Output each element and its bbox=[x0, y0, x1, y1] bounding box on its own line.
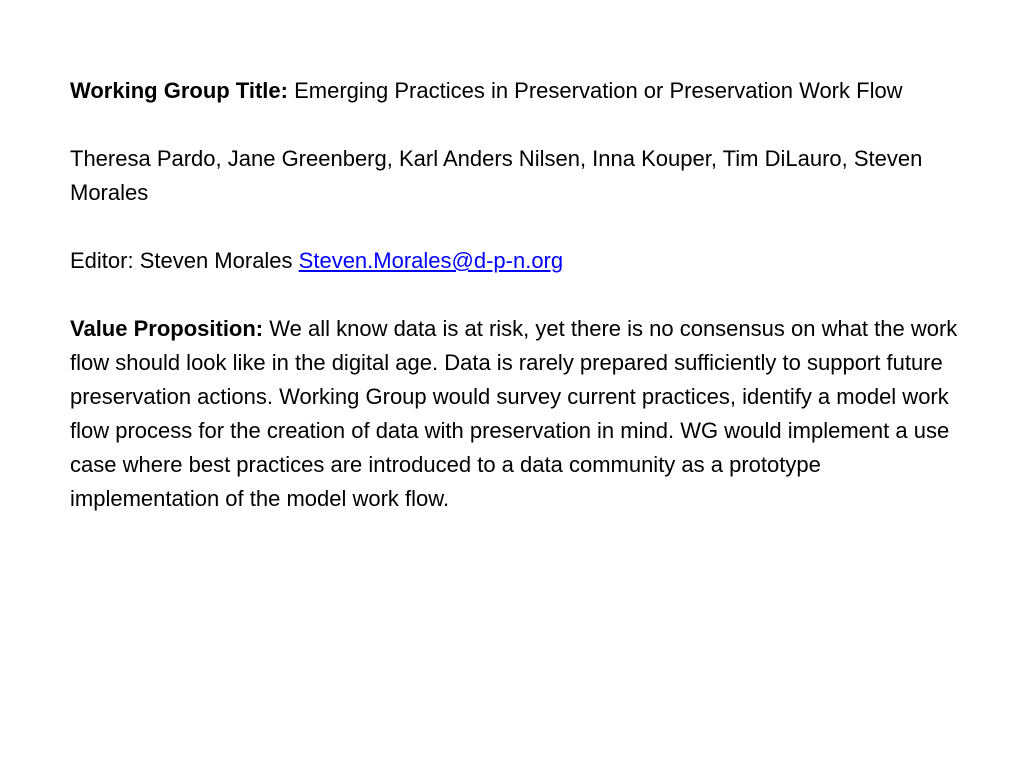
slide-content bbox=[70, 74, 960, 516]
value-proposition-label: Value Proposition: bbox=[70, 316, 264, 341]
working-group-title-value: Emerging Practices in Preservation or Preservation Work Flow bbox=[294, 78, 903, 103]
value-proposition-paragraph bbox=[70, 312, 960, 516]
editor-email-link[interactable]: Steven.Morales@d-p-n.org bbox=[298, 248, 564, 273]
editor-label: Editor: Steven Morales bbox=[70, 248, 293, 273]
working-group-title-paragraph bbox=[70, 74, 960, 108]
working-group-title-label: Working Group Title: bbox=[70, 78, 288, 103]
editor-paragraph bbox=[70, 244, 960, 278]
value-proposition-text: We all know data is at risk, yet there is no consensus on what the work flow should look like in the digital age. Data is rarely prepared sufficiently to support future preservation actions. Working Group would survey current practices, identify a model work flow process for the creation of data with preservation in mind. WG would implement a use case where best practices are introduced to a data community as a prototype implementation of the model work flow. bbox=[70, 316, 958, 511]
authors-list: Theresa Pardo, Jane Greenberg, Karl Anders Nilsen, Inna Kouper, Tim DiLauro, Steven Morales bbox=[70, 146, 923, 205]
authors-paragraph bbox=[70, 142, 960, 210]
